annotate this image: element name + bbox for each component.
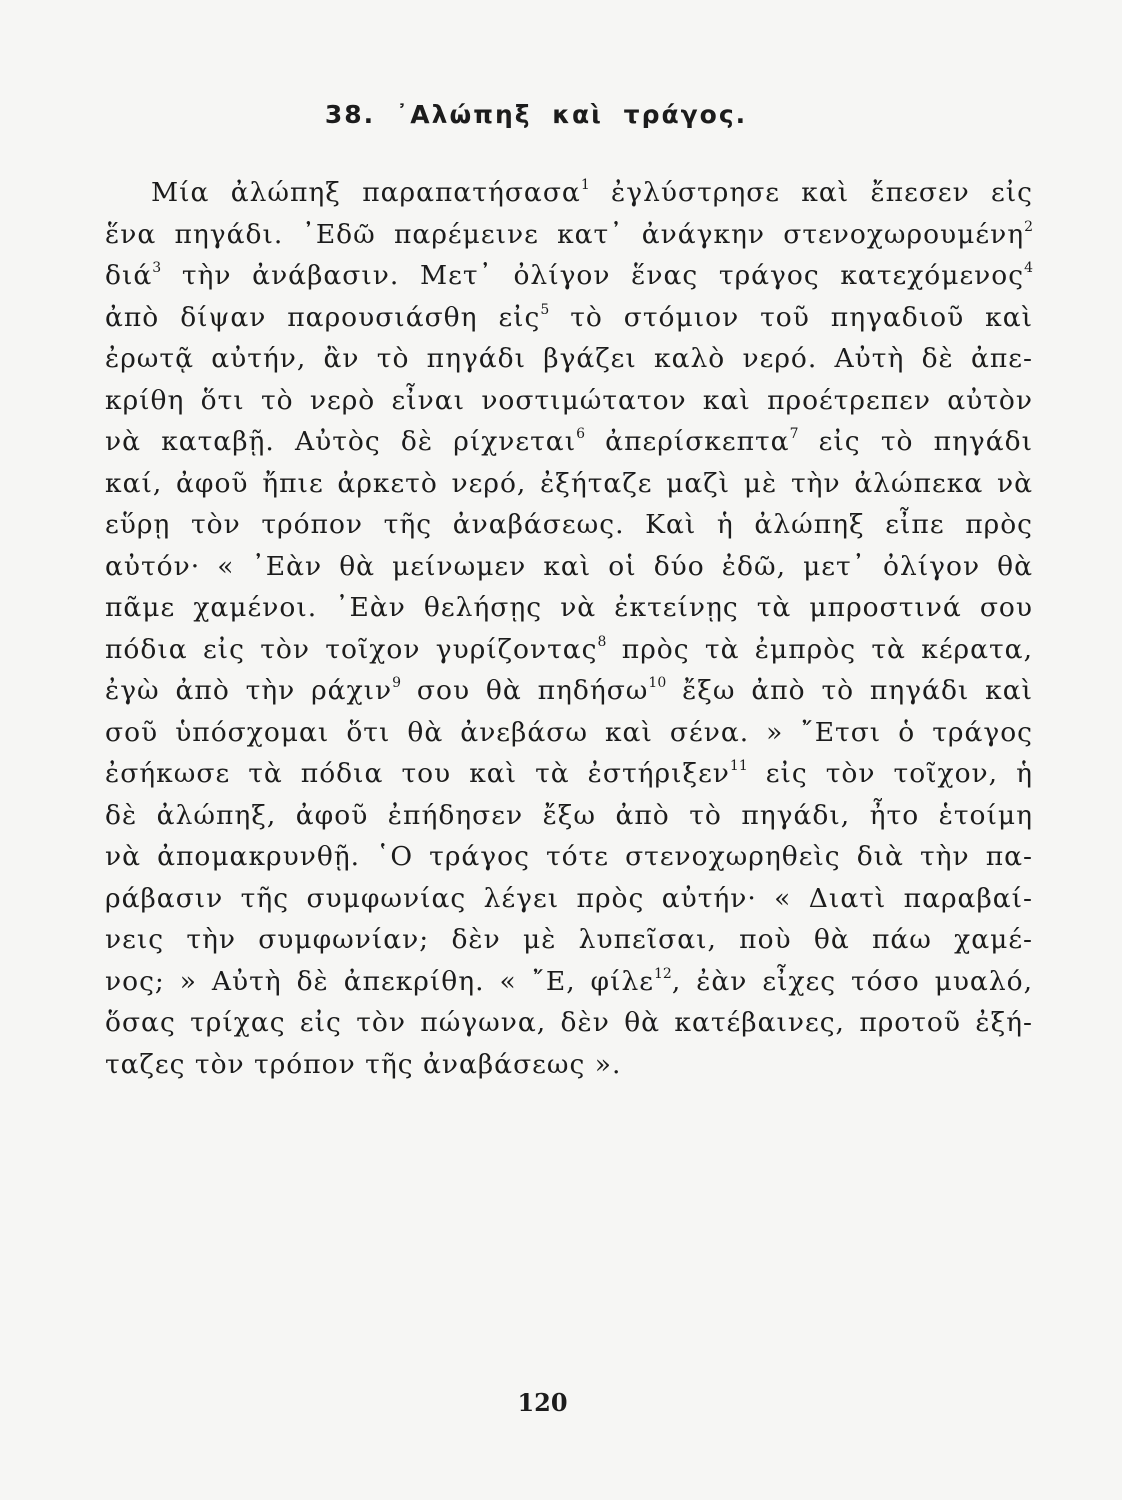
text-segment: πρὸς τὰ ἐμπρὸς τὰ κέρατα, <box>606 633 1034 665</box>
text-segment: διά <box>105 260 153 291</box>
text-line <box>105 670 1033 712</box>
text-segment: πόδια εἰς τὸν τοῖχον γυρίζοντας <box>105 633 598 665</box>
footnote-marker: 1 <box>580 177 590 193</box>
text-line <box>105 504 1033 546</box>
footnote-marker: 5 <box>540 301 550 318</box>
text-segment: ἐγὼ ἀπὸ τὴν ράχιν <box>105 675 393 706</box>
text-line <box>105 338 1033 380</box>
text-segment: Μία ἀλώπηξ παραπατήσασα <box>151 177 581 208</box>
fable-title: 38. ᾿Αλώπηξ καὶ τράγος. <box>324 100 748 129</box>
text-segment: αὐτόν· « ᾿Εὰν θὰ μείνωμεν καὶ οἱ δύο ἐδῶ, μετ᾿ ὀλίγον θὰ <box>105 550 1033 582</box>
footnote-marker: 7 <box>789 426 799 442</box>
footnote-marker: 4 <box>1024 260 1033 276</box>
text-line <box>105 712 1033 754</box>
text-segment: νος; » Αὐτὴ δὲ ἀπεκρίθη. « ῎Ε, φίλε <box>105 965 655 997</box>
page-number: 120 <box>517 1388 568 1417</box>
footnote-marker: 9 <box>392 675 402 691</box>
text-segment: νὰ ἀπομακρυνθῇ. ῾Ο τράγος τότε στενοχωρηθεὶς διὰ τὴν πα- <box>105 841 1033 872</box>
text-line <box>105 380 1033 422</box>
text-line <box>105 172 1033 214</box>
footnote-marker: 8 <box>597 633 607 650</box>
text-segment: ἐσήκωσε τὰ πόδια του καὶ τὰ ἐστήριξεν <box>105 758 730 789</box>
fable-text <box>105 172 1033 1085</box>
text-line <box>105 463 1033 505</box>
text-segment: εἰς τὸ πηγάδι <box>798 426 1033 457</box>
text-line <box>105 1002 1033 1044</box>
text-line <box>105 629 1033 671</box>
text-segment: δὲ ἀλώπηξ, ἀφοῦ ἐπήδησεν ἔξω ἀπὸ τὸ πηγάδι, ἦτο ἑτοίμη <box>105 799 1033 831</box>
footnote-marker: 10 <box>648 675 667 691</box>
text-line <box>105 919 1033 961</box>
footnote-marker: 11 <box>729 758 748 774</box>
text-segment: τὴν ἀνάβασιν. Μετ᾿ ὀλίγον ἕνας τράγος κατεχόμενος <box>161 260 1025 291</box>
text-line <box>105 214 1033 256</box>
text-line <box>105 297 1033 339</box>
text-segment: σου θὰ πηδήσω <box>401 675 649 706</box>
text-segment: σοῦ ὑπόσχομαι ὅτι θὰ ἀνεβάσω καὶ σένα. » ῎Ετσι ὁ τράγος <box>105 716 1033 748</box>
text-segment: κρίθη ὅτι τὸ νερὸ εἶναι νοστιμώτατον καὶ προέτρεπεν αὐτὸν <box>105 384 1033 416</box>
text-line <box>105 795 1033 837</box>
text-segment: εὕρῃ τὸν τρόπον τῆς ἀναβάσεως. Καὶ ἡ ἀλώπηξ εἶπε πρὸς <box>105 509 1033 540</box>
text-segment: ὅσας τρίχας εἰς τὸν πώγωνα, δὲν θὰ κατέβαινες, προτοῦ ἐξή- <box>105 1007 1033 1038</box>
text-segment: ἐρωτᾷ αὐτήν, ἂν τὸ πηγάδι βγάζει καλὸ νερό. Αὐτὴ δὲ ἀπε- <box>105 343 1033 374</box>
text-line <box>105 753 1033 795</box>
text-segment: ἕνα πηγάδι. ᾿Εδῶ παρέμεινε κατ᾿ ἀνάγκην στενοχωρουμένη <box>105 218 1025 250</box>
footnote-marker: 3 <box>152 260 162 276</box>
text-line <box>105 878 1033 920</box>
text-line <box>105 255 1033 297</box>
text-line <box>105 1044 1033 1086</box>
text-segment: , ἐὰν εἶχες τόσο μυαλό, <box>671 965 1033 997</box>
text-segment: τὸ στόμιον τοῦ πηγαδιοῦ καὶ <box>549 301 1033 333</box>
text-segment: ἀπερίσκεπτα <box>585 426 790 457</box>
text-line <box>105 421 1033 463</box>
text-segment: πᾶμε χαμένοι. ᾿Εὰν θελήσῃς νὰ ἐκτείνῃς τὰ μπροστινά σου <box>105 592 1033 623</box>
text-segment: εἰς τὸν τοῖχον, ἡ <box>747 758 1033 789</box>
text-segment: ἐγλύστρησε καὶ ἔπεσεν εἰς <box>589 177 1033 208</box>
text-line <box>105 546 1033 588</box>
text-segment: νὰ καταβῇ. Αὐτὸς δὲ ρίχνεται <box>105 426 577 457</box>
text-line <box>105 836 1033 878</box>
footnote-marker: 6 <box>576 426 585 442</box>
text-segment: ταζες τὸν τρόπον τῆς ἀναβάσεως ». <box>105 1048 622 1080</box>
text-segment: καί, ἀφοῦ ἤπιε ἀρκετὸ νερό, ἐξήταζε μαζὶ μὲ τὴν ἀλώπεκα νὰ <box>105 467 1033 499</box>
footnote-marker: 2 <box>1024 218 1033 235</box>
text-segment: ἀπὸ δίψαν παρουσιάσθη εἰς <box>105 301 541 333</box>
text-line <box>105 587 1033 629</box>
text-segment: νεις τὴν συμφωνίαν; δὲν μὲ λυπεῖσαι, ποὺ θὰ πάω χαμέ- <box>105 924 1033 955</box>
text-line <box>105 961 1033 1003</box>
footnote-marker: 12 <box>654 965 672 982</box>
text-segment: ράβασιν τῆς συμφωνίας λέγει πρὸς αὐτήν· « Διατὶ παραβαί- <box>105 882 1033 914</box>
text-segment: ἔξω ἀπὸ τὸ πηγάδι καὶ <box>666 675 1033 706</box>
